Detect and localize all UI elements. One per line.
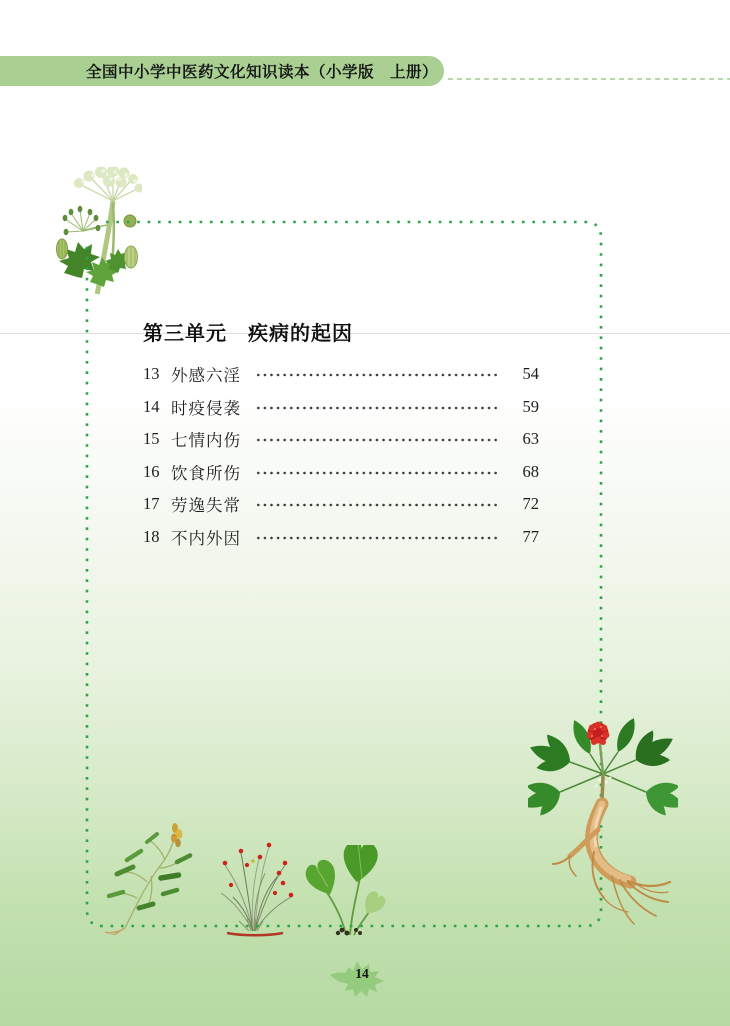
- toc-entry-number: 13: [143, 364, 160, 384]
- toc-entry-number: 15: [143, 429, 160, 449]
- toc-entry-label: 时疫侵袭: [171, 398, 241, 418]
- heartleaf-plant-illustration: [300, 845, 390, 937]
- toc-entry-page: 77: [522, 526, 539, 546]
- toc-entry[interactable]: [143, 423, 539, 456]
- toc-dot-leader: [255, 469, 497, 477]
- toc-entry-label: 不内外因: [171, 528, 241, 548]
- toc-entry-page: 59: [522, 396, 539, 416]
- toc-dot-leader: [255, 371, 497, 379]
- toc-entry-label: 饮食所伤: [171, 463, 241, 483]
- toc-entry-page: 54: [522, 364, 539, 384]
- book-title: 全国中小学中医药文化知识读本（小学版 上册）: [86, 64, 439, 81]
- toc-section: [143, 320, 539, 553]
- toc-dot-leader: [255, 501, 497, 509]
- toc-entry-label: 七情内伤: [171, 431, 241, 451]
- toc-entry[interactable]: [143, 456, 539, 489]
- toc-entry[interactable]: [143, 391, 539, 424]
- toc-entry[interactable]: [143, 488, 539, 521]
- toc-entry-number: 17: [143, 494, 160, 514]
- toc-dot-leader: [255, 534, 497, 542]
- astragalus-illustration: [103, 820, 203, 935]
- header-dashed-line: [448, 78, 730, 80]
- toc-entry-number: 16: [143, 461, 160, 481]
- toc-entry-page: 68: [522, 461, 539, 481]
- ginseng-illustration: [528, 712, 678, 952]
- toc-entry-page: 63: [522, 429, 539, 449]
- toc-entry-number: 18: [143, 526, 160, 546]
- toc-entry[interactable]: [143, 358, 539, 391]
- unit-title: 第三单元 疾病的起因: [143, 321, 353, 345]
- toc-entry-label: 外感六淫: [171, 366, 241, 386]
- page-number: 14: [355, 966, 369, 981]
- toc-entry-page: 72: [522, 494, 539, 514]
- toc-dot-leader: [255, 404, 497, 412]
- page-number-badge: [328, 958, 390, 998]
- angelica-illustration: [53, 167, 142, 295]
- asparagus-red-berries-illustration: [213, 835, 298, 938]
- toc-entry[interactable]: [143, 521, 539, 554]
- toc-dot-leader: [255, 436, 497, 444]
- header-banner: [0, 56, 444, 86]
- toc-entry-number: 14: [143, 396, 160, 416]
- toc-entry-label: 劳逸失常: [171, 496, 241, 516]
